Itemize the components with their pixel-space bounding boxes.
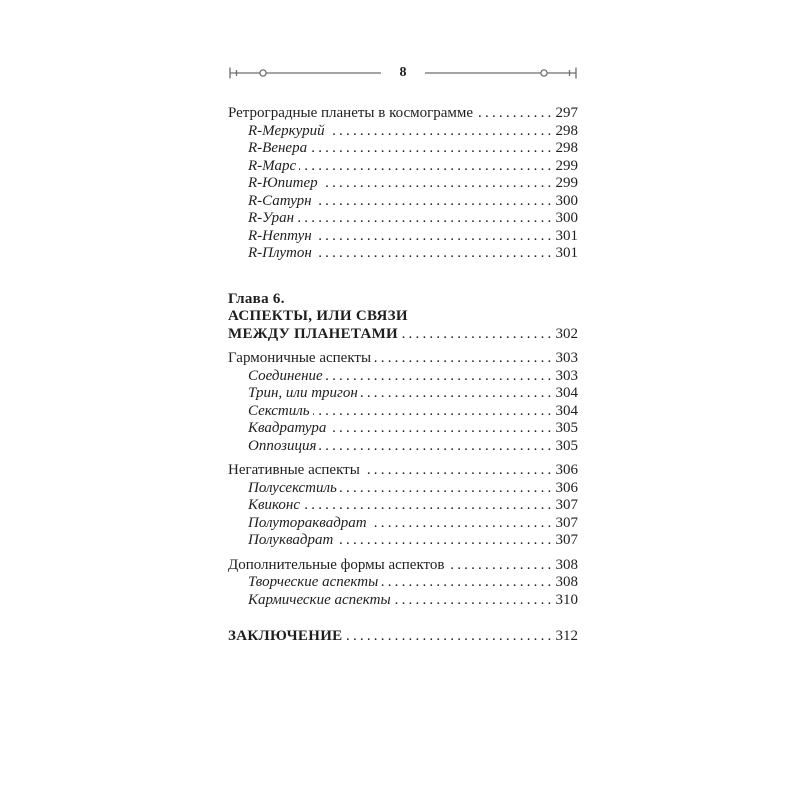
toc-entry-label: Квиконс	[248, 497, 301, 513]
toc-leader-dots	[361, 385, 555, 403]
toc-entry-page: 312	[555, 628, 578, 644]
toc-leader-dots	[310, 140, 554, 158]
toc-entry	[228, 105, 578, 123]
toc-leader-dots	[303, 497, 554, 515]
toc-entry-page: 303	[555, 367, 578, 384]
toc-leader-dots	[381, 574, 554, 592]
page-header	[228, 65, 578, 81]
toc-entry-label: Квадратура	[248, 420, 327, 436]
toc-entry	[228, 350, 578, 368]
toc-entry-label: Негативные аспекты	[228, 462, 360, 478]
toc-entry-label: Полуквадрат	[248, 532, 334, 548]
toc-entry-page: 297	[555, 105, 578, 121]
toc-leader-dots	[363, 462, 555, 480]
toc-entry-page: 306	[555, 479, 578, 496]
header-rule-left-ornament	[228, 65, 381, 81]
toc-entry-label: R-Марс	[248, 157, 297, 174]
toc-entry-label: Полусекстиль	[248, 479, 337, 496]
toc-leader-dots	[313, 403, 555, 421]
toc-entry-label: Полутораквадрат	[248, 514, 367, 531]
toc-entry-label: Творческие аспекты	[248, 574, 379, 590]
toc-leader-dots	[476, 105, 554, 123]
toc-entry-label: Трин, или тригон	[248, 385, 358, 401]
toc-entry-label: АСПЕКТЫ, ИЛИ СВЯЗИ	[228, 308, 408, 324]
toc-entry	[228, 291, 578, 309]
toc-entry	[228, 462, 578, 480]
toc-leader-dots	[448, 557, 555, 575]
table-of-contents	[228, 105, 578, 646]
toc-entry-page: 307	[555, 532, 578, 548]
toc-entry-label: Гармоничные аспекты	[228, 350, 372, 366]
toc-entry-page: 310	[555, 591, 578, 608]
toc-leader-dots	[401, 326, 554, 344]
toc-leader-dots	[340, 480, 555, 498]
toc-entry-page: 305	[555, 420, 578, 436]
toc-entry-page: 300	[555, 192, 578, 209]
toc-entry-label: МЕЖДУ ПЛАНЕТАМИ	[228, 325, 399, 342]
toc-leader-dots	[329, 420, 554, 438]
toc-entry-label: Оппозиция	[248, 437, 317, 454]
toc-entry-page: 304	[555, 402, 578, 419]
toc-entry	[228, 557, 578, 575]
toc-leader-dots	[345, 628, 554, 646]
toc-entry-page: 300	[555, 210, 578, 226]
toc-entry	[228, 193, 578, 211]
toc-entry-label: R-Уран	[248, 210, 295, 226]
toc-entry	[228, 368, 578, 386]
toc-entry-page: 308	[555, 574, 578, 590]
toc-entry	[228, 592, 578, 610]
toc-entry	[228, 385, 578, 403]
page-number: 8	[399, 65, 407, 80]
toc-entry-label: Дополнительные формы аспектов	[228, 556, 445, 573]
toc-entry	[228, 532, 578, 550]
toc-entry	[228, 245, 578, 263]
toc-leader-dots	[321, 175, 555, 193]
toc-leader-dots	[319, 438, 554, 456]
toc-entry	[228, 515, 578, 533]
toc-entry-label: R-Нептун	[248, 227, 312, 244]
toc-entry-page: 307	[555, 514, 578, 531]
toc-entry-page: 308	[555, 556, 578, 573]
toc-entry	[228, 175, 578, 193]
toc-leader-dots	[394, 592, 555, 610]
toc-entry-label: R-Меркурий	[248, 122, 325, 139]
toc-entry	[228, 210, 578, 228]
toc-entry-label: Секстиль	[248, 402, 310, 419]
toc-entry-page: 306	[555, 462, 578, 478]
toc-entry-label: R-Сатурн	[248, 192, 312, 209]
toc-entry-page: 301	[555, 245, 578, 261]
toc-leader-dots	[299, 158, 554, 176]
toc-entry-label: R-Венера	[248, 140, 308, 156]
toc-leader-dots	[326, 368, 555, 386]
toc-entry-page: 299	[555, 157, 578, 174]
toc-leader-dots	[315, 228, 555, 246]
toc-leader-dots	[370, 515, 555, 533]
toc-entry	[228, 497, 578, 515]
toc-entry	[228, 123, 578, 141]
toc-entry-page: 299	[555, 175, 578, 191]
toc-entry	[228, 574, 578, 592]
toc-entry-label: Глава 6.	[228, 290, 285, 307]
toc-entry	[228, 326, 578, 344]
toc-entry-page: 301	[555, 227, 578, 244]
toc-entry	[228, 228, 578, 246]
toc-entry-page: 305	[555, 437, 578, 454]
toc-entry-label: Соединение	[248, 367, 323, 384]
header-rule-right-ornament	[425, 65, 578, 81]
toc-entry	[228, 480, 578, 498]
toc-leader-dots	[336, 532, 554, 550]
toc-leader-dots	[328, 123, 555, 141]
toc-entry	[228, 628, 578, 646]
toc-entry-page: 304	[555, 385, 578, 401]
toc-entry	[228, 420, 578, 438]
toc-entry-label: R-Плутон	[248, 245, 312, 261]
toc-entry	[228, 438, 578, 456]
toc-entry-page: 302	[555, 325, 578, 342]
toc-entry-page: 298	[555, 140, 578, 156]
toc-entry-page: 307	[555, 497, 578, 513]
toc-entry	[228, 140, 578, 158]
toc-entry	[228, 403, 578, 421]
toc-leader-dots	[374, 350, 554, 368]
toc-entry-label: ЗАКЛЮЧЕНИЕ	[228, 628, 343, 644]
toc-entry-label: Кармические аспекты	[248, 591, 391, 608]
toc-leader-dots	[297, 210, 554, 228]
toc-leader-dots	[315, 245, 555, 263]
toc-entry	[228, 158, 578, 176]
toc-entry-label: Ретроградные планеты в космограмме	[228, 105, 474, 121]
toc-leader-dots	[315, 193, 555, 211]
toc-entry	[228, 308, 578, 326]
toc-entry-page: 303	[555, 350, 578, 366]
toc-entry-label: R-Юпитер	[248, 175, 318, 191]
toc-entry-page: 298	[555, 122, 578, 139]
book-page	[228, 65, 578, 646]
